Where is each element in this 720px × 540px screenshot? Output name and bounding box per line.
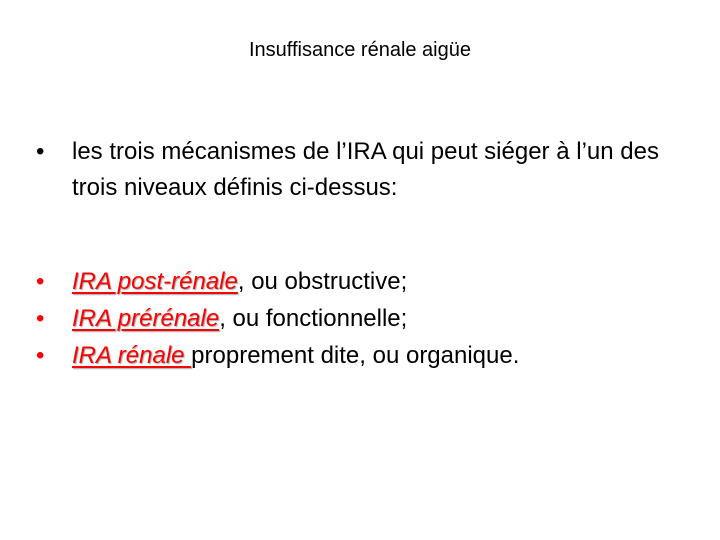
bullet-icon: • <box>36 305 45 332</box>
bullet-icon: • <box>36 268 45 295</box>
mechanism-term: IRA rénale <box>72 342 192 369</box>
intro-list <box>36 134 696 206</box>
slide-title: Insuffisance rénale aigüe <box>248 39 471 61</box>
mechanism-term: IRA post-rénale <box>72 268 238 295</box>
mechanism-description: , ou obstructive; <box>237 268 408 295</box>
mechanism-item-post-renale <box>36 264 696 301</box>
intro-item <box>36 134 696 206</box>
mechanism-term: IRA prérénale <box>72 305 220 332</box>
intro-text: les trois mécanismes de l’IRA qui peut siéger à l’un des trois niveaux définis ci-dessus: <box>72 138 659 201</box>
mechanism-item-prerenale <box>36 301 696 338</box>
mechanism-description: proprement dite, ou organique. <box>191 342 520 369</box>
mechanism-item-renale <box>36 338 696 375</box>
mechanisms-list <box>36 264 696 375</box>
bullet-icon: • <box>36 342 45 369</box>
mechanism-description: , ou fonctionnelle; <box>219 305 408 332</box>
bullet-icon: • <box>36 138 45 165</box>
